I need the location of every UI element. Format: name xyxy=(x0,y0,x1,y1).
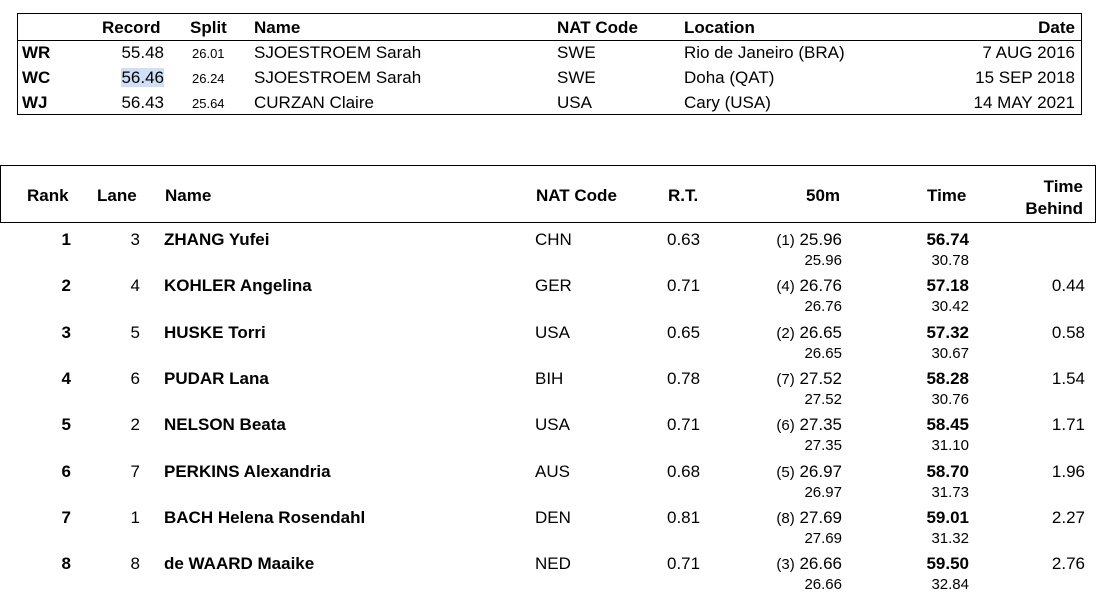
lane-cell: 1 xyxy=(130,507,140,527)
record-time-value: 56.46 xyxy=(121,68,164,87)
split-position: (5) xyxy=(776,463,795,481)
reaction-time-cell: 0.68 xyxy=(667,461,701,481)
athlete-name: de WAARD Maaike xyxy=(164,554,315,574)
split-cumulative: 27.52 xyxy=(804,390,842,408)
split-value: 26.76 xyxy=(799,276,842,296)
location-header: Location xyxy=(684,18,755,37)
split-value: 26.65 xyxy=(799,322,842,342)
record-row xyxy=(18,66,1081,91)
split-cumulative: 27.69 xyxy=(804,529,842,547)
reaction-time-cell: 0.71 xyxy=(667,554,701,574)
lane-cell: 7 xyxy=(130,461,140,481)
split-header: Split xyxy=(190,18,227,37)
athlete-name: KOHLER Angelina xyxy=(164,276,312,296)
lane-cell: 3 xyxy=(130,230,140,249)
reaction-time-cell: 0.78 xyxy=(667,368,701,388)
rank-cell: 4 xyxy=(61,368,71,388)
split-value: 26.97 xyxy=(799,461,842,481)
split-position: (4) xyxy=(776,278,795,296)
split-cumulative: 26.65 xyxy=(804,344,842,362)
result-row xyxy=(0,225,1100,271)
lane-cell: 6 xyxy=(130,368,140,388)
result-row xyxy=(0,410,1100,456)
result-row xyxy=(0,503,1100,549)
second-split: 31.73 xyxy=(931,483,969,501)
split-position: (7) xyxy=(776,370,795,388)
nat-code-cell: CHN xyxy=(535,230,572,249)
time-behind-header xyxy=(1025,176,1083,220)
rank-cell: 8 xyxy=(61,554,71,574)
reaction-time-cell: 0.63 xyxy=(667,230,701,249)
split-cumulative: 26.76 xyxy=(804,298,842,316)
records-table xyxy=(17,13,1082,115)
split-position: (2) xyxy=(776,324,795,342)
result-row xyxy=(0,364,1100,410)
second-split: 30.42 xyxy=(931,298,969,316)
split-position: (8) xyxy=(776,509,795,527)
reaction-time-cell: 0.65 xyxy=(667,322,701,342)
split-value: 27.35 xyxy=(799,415,842,435)
record-header: Record xyxy=(102,18,161,37)
time-behind-cell: 0.44 xyxy=(1051,276,1085,296)
results-table xyxy=(0,165,1100,594)
split-50m-cell xyxy=(776,462,842,482)
second-split: 31.10 xyxy=(931,437,969,455)
record-row xyxy=(18,91,1081,116)
rank-cell: 2 xyxy=(61,276,71,296)
record-holder-name: SJOESTROEM Sarah xyxy=(254,68,422,87)
split-cumulative: 26.97 xyxy=(804,483,842,501)
final-time: 57.32 xyxy=(926,322,969,342)
athlete-name: PUDAR Lana xyxy=(164,368,269,388)
split-cumulative: 27.35 xyxy=(804,437,842,455)
record-row xyxy=(18,41,1081,66)
athlete-name: BACH Helena Rosendahl xyxy=(164,507,366,527)
record-time-value: 55.48 xyxy=(121,43,164,62)
name-header: Name xyxy=(254,18,301,37)
time-behind-cell: 1.96 xyxy=(1051,461,1085,481)
reaction-time-cell: 0.71 xyxy=(667,276,701,296)
split-value: 27.69 xyxy=(799,507,842,527)
split-position: (6) xyxy=(776,417,795,435)
record-holder-name: CURZAN Claire xyxy=(254,93,374,112)
result-row xyxy=(0,457,1100,503)
rank-cell: 1 xyxy=(61,230,71,249)
second-split: 32.84 xyxy=(931,576,969,594)
athlete-name: NELSON Beata xyxy=(164,415,286,435)
split-position: (3) xyxy=(776,556,795,574)
record-location: Rio de Janeiro (BRA) xyxy=(684,43,845,62)
split-50m-cell xyxy=(776,323,842,343)
athlete-name: PERKINS Alexandria xyxy=(164,461,331,481)
final-time: 58.28 xyxy=(926,368,969,388)
split-50m-header: 50m xyxy=(806,186,841,205)
result-row xyxy=(0,318,1100,364)
split-value: 25.96 xyxy=(799,230,842,249)
records-header-row xyxy=(18,14,1081,41)
result-row xyxy=(0,271,1100,317)
split-50m-cell xyxy=(776,415,842,435)
results-header-row xyxy=(0,165,1096,223)
time-behind-header-line1: Time xyxy=(1043,177,1083,196)
record-nat-code: SWE xyxy=(557,68,596,87)
nat-code-cell: USA xyxy=(535,415,570,435)
nat-code-cell: BIH xyxy=(535,368,564,388)
nat-code-cell: AUS xyxy=(535,461,570,481)
time-behind-cell: 0.58 xyxy=(1051,322,1085,342)
split-value: 26.66 xyxy=(799,554,842,574)
split-50m-cell xyxy=(776,369,842,389)
record-date: 7 AUG 2016 xyxy=(982,43,1075,62)
lane-cell: 8 xyxy=(130,554,140,574)
time-header: Time xyxy=(927,186,967,205)
second-split: 30.76 xyxy=(931,390,969,408)
second-split: 30.67 xyxy=(931,344,969,362)
rank-cell: 6 xyxy=(61,461,71,481)
split-cumulative: 25.96 xyxy=(804,252,842,269)
date-header: Date xyxy=(1038,18,1075,37)
record-time xyxy=(121,68,164,88)
final-time: 59.50 xyxy=(926,554,969,574)
result-row xyxy=(0,549,1100,595)
split-50m-cell xyxy=(776,554,842,574)
record-time xyxy=(121,93,164,113)
record-time xyxy=(121,43,164,63)
nat-code-cell: USA xyxy=(535,322,570,342)
time-behind-cell: 2.27 xyxy=(1051,507,1085,527)
rank-cell: 3 xyxy=(61,322,71,342)
split-position: (1) xyxy=(776,232,795,249)
record-time-value: 56.43 xyxy=(121,93,164,112)
split-50m-cell xyxy=(776,508,842,528)
nat-code-cell: NED xyxy=(535,554,571,574)
time-behind-cell: 1.71 xyxy=(1051,415,1085,435)
record-split: 26.24 xyxy=(192,71,225,86)
split-value: 27.52 xyxy=(799,368,842,388)
nat-code-cell: DEN xyxy=(535,507,571,527)
second-split: 31.32 xyxy=(931,529,969,547)
time-behind-cell: 1.54 xyxy=(1051,368,1085,388)
split-50m-cell xyxy=(776,276,842,296)
record-holder-name: SJOESTROEM Sarah xyxy=(254,43,422,62)
final-time: 59.01 xyxy=(926,507,969,527)
record-date: 14 MAY 2021 xyxy=(973,93,1075,112)
final-time: 56.74 xyxy=(926,230,969,249)
record-code: WJ xyxy=(22,93,48,112)
reaction-time-header: R.T. xyxy=(668,186,699,205)
record-date: 15 SEP 2018 xyxy=(975,68,1075,87)
lane-cell: 2 xyxy=(130,415,140,435)
name-header: Name xyxy=(165,186,212,205)
split-cumulative: 26.66 xyxy=(804,576,842,594)
nat-code-header: NAT Code xyxy=(557,18,638,37)
record-split: 25.64 xyxy=(192,96,225,111)
lane-header: Lane xyxy=(97,186,137,205)
nat-code-cell: GER xyxy=(535,276,572,296)
split-50m-cell xyxy=(776,230,842,250)
rank-cell: 5 xyxy=(61,415,71,435)
lane-cell: 5 xyxy=(130,322,140,342)
athlete-name: ZHANG Yufei xyxy=(164,230,270,249)
athlete-name: HUSKE Torri xyxy=(164,322,266,342)
lane-cell: 4 xyxy=(130,276,140,296)
final-time: 58.70 xyxy=(926,461,969,481)
record-nat-code: SWE xyxy=(557,43,596,62)
reaction-time-cell: 0.81 xyxy=(667,507,701,527)
record-split: 26.01 xyxy=(192,46,225,61)
final-time: 58.45 xyxy=(926,415,969,435)
time-behind-header-line2: Behind xyxy=(1025,199,1083,218)
final-time: 57.18 xyxy=(926,276,969,296)
record-location: Doha (QAT) xyxy=(684,68,775,87)
rank-header: Rank xyxy=(27,186,69,205)
record-nat-code: USA xyxy=(557,93,592,112)
record-location: Cary (USA) xyxy=(684,93,771,112)
nat-code-header: NAT Code xyxy=(536,186,617,205)
second-split: 30.78 xyxy=(931,252,969,269)
record-code: WR xyxy=(22,43,51,62)
reaction-time-cell: 0.71 xyxy=(667,415,701,435)
time-behind-cell: 2.76 xyxy=(1051,554,1085,574)
record-code: WC xyxy=(22,68,51,87)
rank-cell: 7 xyxy=(61,507,71,527)
